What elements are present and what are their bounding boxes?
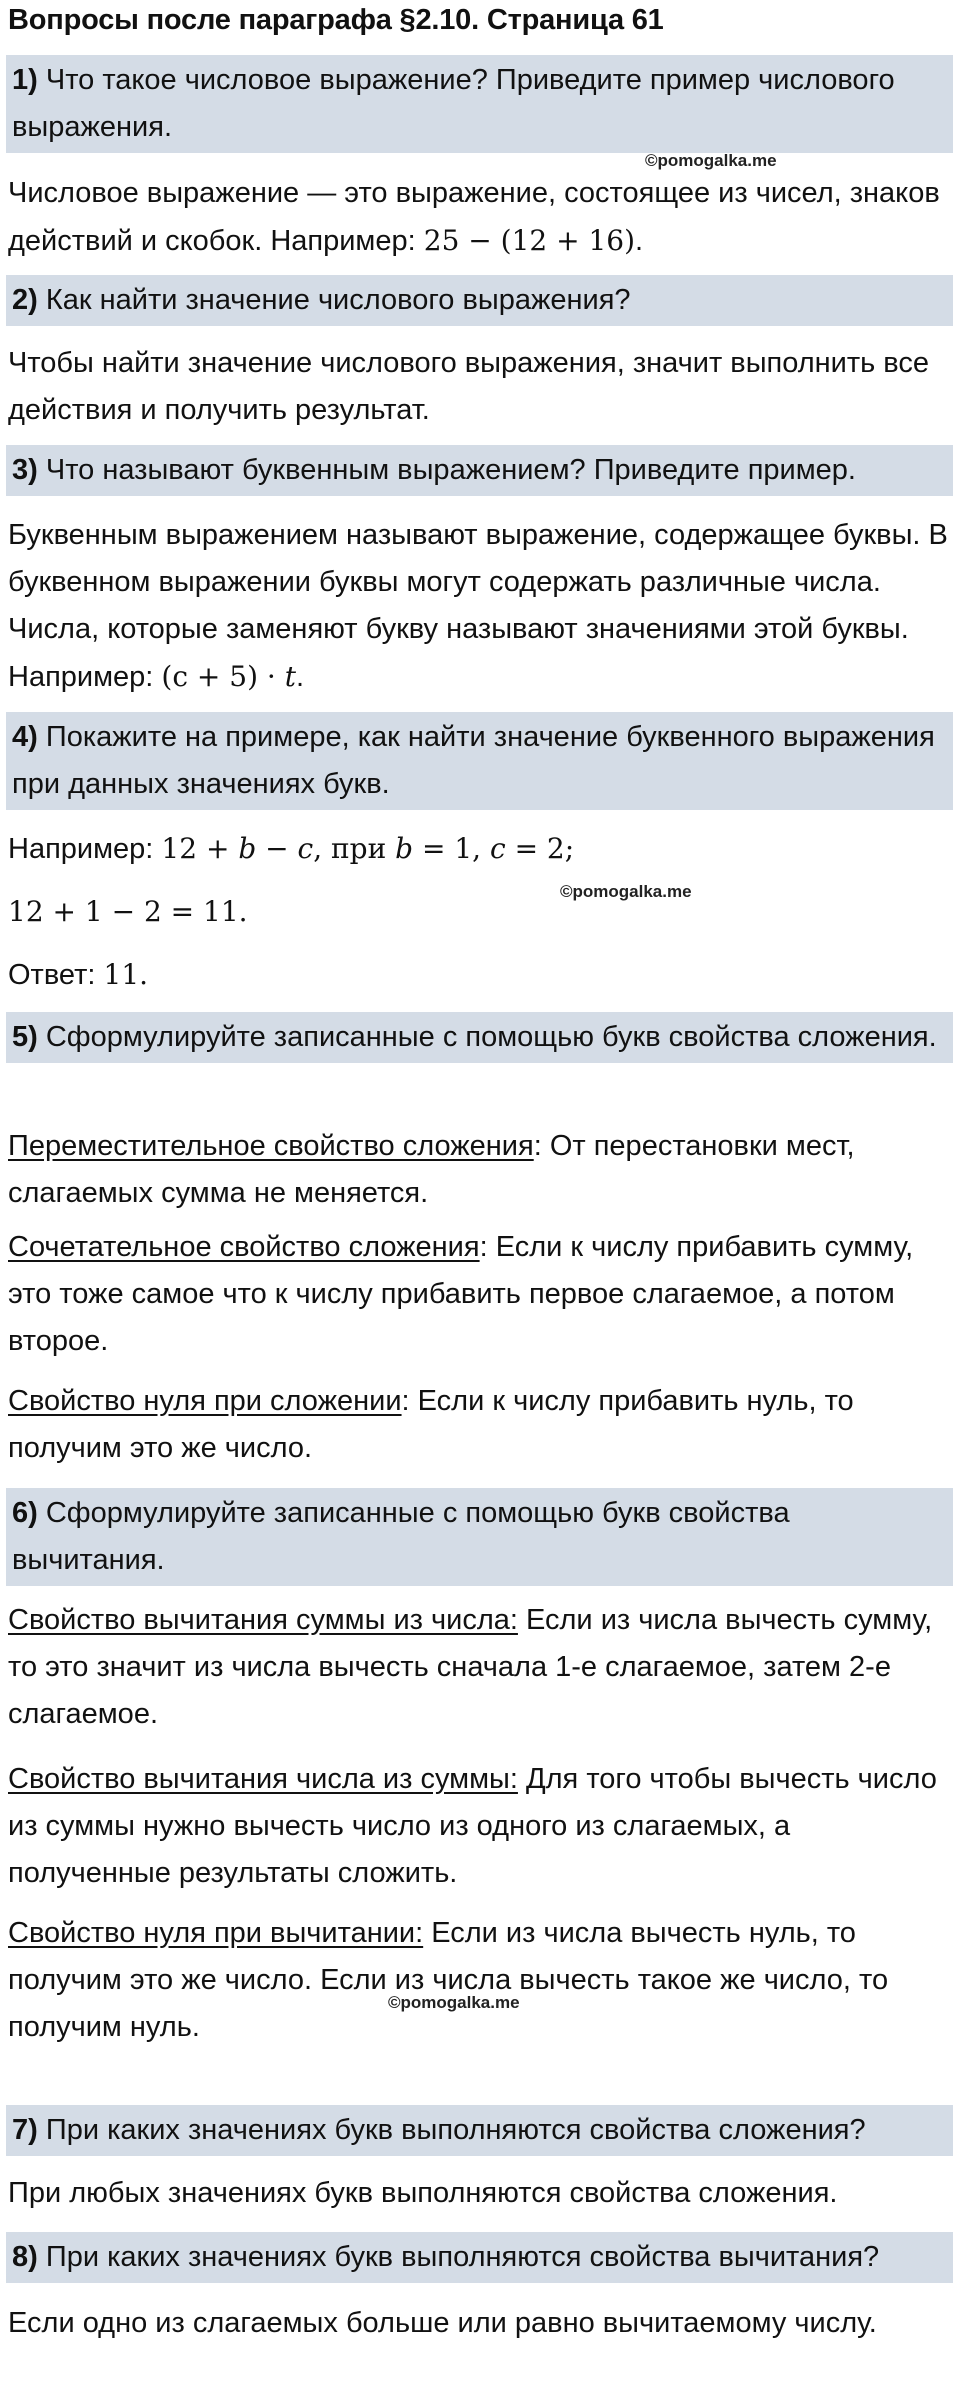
answer-3: Буквенным выражением называют выражение, содержащее буквы. В буквенном выражении буквы могут содержать различные числа. Числа, которые заменяют букву называют значениями этой буквы. Например: (c + 5) · t. bbox=[8, 519, 948, 693]
question-text: Сформулируйте записанные с помощью букв свойства вычитания. bbox=[12, 1497, 790, 1576]
answer-8: Если одно из слагаемых больше или равно вычитаемому числу. bbox=[8, 2307, 877, 2339]
math-expression: 12 + b − c, при b = 1, c = 2; bbox=[161, 832, 575, 865]
answer-2: Чтобы найти значение числового выражения, значит выполнить все действия и получить результат. bbox=[8, 347, 930, 426]
answer-1: Числовое выражение — это выражение, состоящее из чисел, знаков действий и скобок. Например: 25 − (12 + 16). bbox=[8, 177, 940, 257]
question-number: 5) bbox=[12, 1021, 38, 1053]
question-text: Что называют буквенным выражением? Приведите пример. bbox=[45, 454, 856, 486]
question-number: 8) bbox=[12, 2241, 38, 2273]
property-subtract-sum: Свойство вычитания суммы из числа: Если из числа вычесть сумму, то это значит из числа вычесть сначала 1-е слагаемое, затем 2-е слагаемое. bbox=[8, 1604, 933, 1730]
question-4 bbox=[6, 712, 953, 810]
watermark: ©pomogalka.me bbox=[560, 882, 692, 901]
question-number: 6) bbox=[12, 1497, 38, 1529]
question-3 bbox=[6, 445, 953, 496]
question-number: 3) bbox=[12, 454, 38, 486]
question-text: Покажите на примере, как найти значение буквенного выражения при данных значениях букв. bbox=[12, 721, 935, 800]
question-text: Как найти значение числового выражения? bbox=[45, 284, 631, 316]
property-term: Свойство нуля при вычитании: bbox=[8, 1917, 424, 1949]
question-number: 1) bbox=[12, 64, 38, 96]
math-expression: (c + 5) · t bbox=[161, 660, 296, 693]
property-zero-addition: Свойство нуля при сложении: Если к числу прибавить нуль, то получим это же число. bbox=[8, 1385, 854, 1464]
question-6 bbox=[6, 1488, 953, 1586]
watermark: ©pomogalka.me bbox=[645, 151, 777, 170]
question-text: Что такое числовое выражение? Приведите пример числового выражения. bbox=[12, 64, 895, 143]
page-title: Вопросы после параграфа §2.10. Страница 61 bbox=[8, 4, 664, 36]
property-zero-subtraction: Свойство нуля при вычитании: Если из числа вычесть нуль, то получим это же число. Если из числа вычесть такое же число, то получим нуль. bbox=[8, 1917, 889, 2043]
answer-4: Ответ: 11. bbox=[8, 958, 149, 991]
answer-text: Буквенным выражением называют выражение, содержащее буквы. В буквенном выражении буквы могут содержать различные числа. Числа, которые заменяют букву называют значениями этой буквы. Например: bbox=[8, 519, 948, 693]
question-text: При каких значениях букв выполняются свойства вычитания? bbox=[45, 2241, 880, 2273]
question-1 bbox=[6, 55, 953, 153]
property-term: Свойство нуля при сложении bbox=[8, 1385, 402, 1417]
calculation-line: 12 + 1 − 2 = 11. bbox=[8, 895, 248, 928]
answer-7: При любых значениях букв выполняются свойства сложения. bbox=[8, 2177, 838, 2209]
property-term: Свойство вычитания числа из суммы: bbox=[8, 1763, 518, 1795]
question-2 bbox=[6, 275, 953, 326]
question-text: Сформулируйте записанные с помощью букв свойства сложения. bbox=[45, 1021, 937, 1053]
property-term: Сочетательное свойство сложения bbox=[8, 1231, 480, 1263]
question-number: 7) bbox=[12, 2114, 38, 2146]
property-term: Свойство вычитания суммы из числа: bbox=[8, 1604, 518, 1636]
question-number: 2) bbox=[12, 284, 38, 316]
question-7 bbox=[6, 2105, 953, 2156]
property-term: Переместительное свойство сложения bbox=[8, 1130, 534, 1162]
property-commutative: Переместительное свойство сложения: От перестановки мест, слагаемых сумма не меняется. bbox=[8, 1130, 855, 1209]
question-5 bbox=[6, 1012, 953, 1063]
math-expression: 25 − (12 + 16) bbox=[423, 224, 636, 257]
property-subtract-from-sum: Свойство вычитания числа из суммы: Для того чтобы вычесть число из суммы нужно вычесть число из одного из слагаемых, а полученные результаты сложить. bbox=[8, 1763, 937, 1889]
watermark: ©pomogalka.me bbox=[388, 1993, 520, 2012]
question-text: При каких значениях букв выполняются свойства сложения? bbox=[45, 2114, 866, 2146]
answer-text: Числовое выражение — это выражение, состоящее из чисел, знаков действий и скобок. Например: bbox=[8, 177, 940, 257]
example-line: Например: 12 + b − c, при b = 1, c = 2; bbox=[8, 832, 575, 865]
question-8 bbox=[6, 2232, 953, 2283]
property-associative: Сочетательное свойство сложения: Если к числу прибавить сумму, это тоже самое что к числу прибавить первое слагаемое, а потом второе. bbox=[8, 1231, 914, 1357]
question-number: 4) bbox=[12, 721, 38, 753]
